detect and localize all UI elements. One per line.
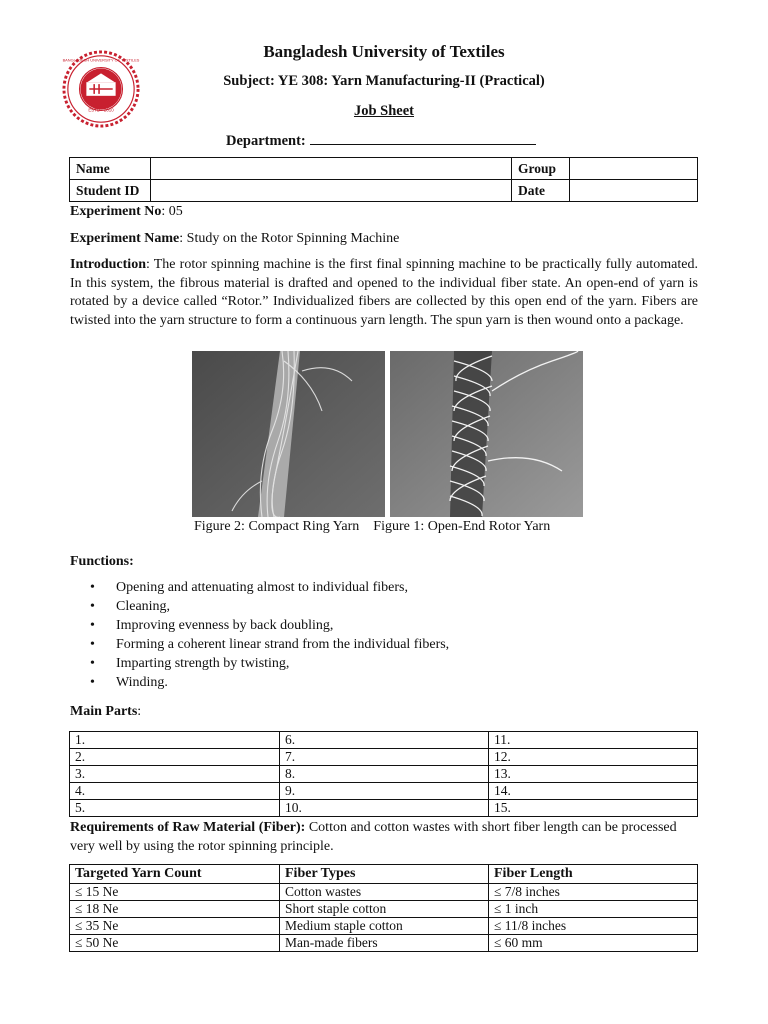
introduction-text: : The rotor spinning machine is the first final spinning machine to be practically fully automated. In this system, the fibrous material is drafted and opened to the individual fiber state. An open-end of yarn is rotated by a device called “Rotor.” Individualized fibers are collected by this open end of the yarn. Fibers are twisted into the yarn structure to form a continuous yarn length. The spun yarn is then wound onto a package.	[70, 257, 698, 328]
list-item: • Forming a coherent linear strand from the individual fibers,	[90, 635, 449, 654]
table-cell: ≤ 60 mm	[489, 935, 698, 952]
department-label: Department:	[226, 133, 306, 149]
table-cell: ≤ 1 inch	[489, 901, 698, 918]
table-cell[interactable]: 5.	[70, 800, 280, 817]
table-cell: Short staple cotton	[280, 901, 489, 918]
table-row	[70, 884, 698, 901]
group-label: Group	[512, 158, 570, 180]
table-cell: Cotton wastes	[280, 884, 489, 901]
table-row	[70, 800, 698, 817]
table-cell[interactable]: 9.	[280, 783, 489, 800]
university-title: Bangladesh University of Textiles	[263, 42, 505, 61]
main-parts-colon: :	[137, 704, 142, 719]
student-id-field[interactable]	[151, 180, 512, 202]
student-info-table	[69, 157, 698, 202]
experiment-name-value: : Study on the Rotor Spinning Machine	[179, 231, 400, 246]
table-row	[70, 766, 698, 783]
experiment-name	[70, 230, 698, 249]
table-cell: Medium staple cotton	[280, 918, 489, 935]
list-item: • Winding.	[90, 673, 449, 692]
department-line	[226, 130, 536, 150]
table-cell: ≤ 15 Ne	[70, 884, 280, 901]
experiment-name-label: Experiment Name	[70, 231, 180, 246]
date-field[interactable]	[570, 180, 698, 202]
figure-captions	[194, 519, 564, 535]
open-end-rotor-yarn-image	[390, 351, 583, 517]
table-cell[interactable]: 1.	[70, 732, 280, 749]
name-field[interactable]	[151, 158, 512, 180]
experiment-number	[70, 203, 698, 222]
table-cell[interactable]: 11.	[489, 732, 698, 749]
department-blank[interactable]	[310, 130, 536, 145]
requirements-label: Requirements of Raw Material (Fiber):	[70, 820, 306, 835]
table-row	[70, 901, 698, 918]
table-row	[70, 749, 698, 766]
table-cell[interactable]: 14.	[489, 783, 698, 800]
introduction-paragraph	[70, 256, 698, 330]
table-cell: Man-made fibers	[280, 935, 489, 952]
student-id-label: Student ID	[70, 180, 151, 202]
column-header: Fiber Length	[489, 865, 698, 884]
group-field[interactable]	[570, 158, 698, 180]
table-row	[70, 918, 698, 935]
table-cell[interactable]: 8.	[280, 766, 489, 783]
figure-2-caption: Figure 2: Compact Ring Yarn	[194, 519, 360, 534]
functions-heading: Functions:	[70, 554, 134, 569]
requirements-paragraph	[70, 819, 698, 856]
name-label: Name	[70, 158, 151, 180]
column-header: Targeted Yarn Count	[70, 865, 280, 884]
requirements-text: Cotton and cotton wastes with short fiber length can be processed very well by using the rotor spinning principle.	[70, 820, 677, 854]
date-label: Date	[512, 180, 570, 202]
table-cell: ≤ 7/8 inches	[489, 884, 698, 901]
logo-ring-text: BANGLADESH UNIVERSITY OF TEXTILES	[62, 57, 140, 63]
list-item: • Improving evenness by back doubling,	[90, 616, 449, 635]
main-parts-label: Main Parts	[70, 704, 138, 719]
introduction-label: Introduction	[70, 257, 146, 272]
table-header-row	[70, 865, 698, 884]
table-cell: ≤ 35 Ne	[70, 918, 280, 935]
figure-1-caption: Figure 1: Open-End Rotor Yarn	[373, 519, 551, 534]
table-cell[interactable]: 4.	[70, 783, 280, 800]
functions-list	[90, 578, 449, 692]
table-cell[interactable]: 3.	[70, 766, 280, 783]
main-parts-heading	[70, 703, 698, 722]
table-cell: ≤ 11/8 inches	[489, 918, 698, 935]
table-cell[interactable]: 13.	[489, 766, 698, 783]
job-sheet-heading: Job Sheet	[353, 103, 415, 119]
experiment-no-value: : 05	[161, 204, 183, 219]
subject-line: Subject: YE 308: Yarn Manufacturing-II (Practical)	[223, 73, 545, 89]
list-item: • Opening and attenuating almost to individual fibers,	[90, 578, 449, 597]
logo-year-text: ESTD - 2010	[88, 107, 114, 113]
table-cell[interactable]: 6.	[280, 732, 489, 749]
table-cell: ≤ 50 Ne	[70, 935, 280, 952]
yarn-figures	[192, 351, 583, 517]
main-parts-table	[69, 731, 698, 817]
raw-material-table	[69, 864, 698, 952]
compact-ring-yarn-image	[192, 351, 385, 517]
list-item: • Imparting strength by twisting,	[90, 654, 449, 673]
table-row	[70, 783, 698, 800]
table-cell: ≤ 18 Ne	[70, 901, 280, 918]
experiment-no-label: Experiment No	[70, 204, 162, 219]
table-cell[interactable]: 15.	[489, 800, 698, 817]
table-cell[interactable]: 10.	[280, 800, 489, 817]
list-item: • Cleaning,	[90, 597, 449, 616]
table-cell[interactable]: 12.	[489, 749, 698, 766]
table-cell[interactable]: 7.	[280, 749, 489, 766]
column-header: Fiber Types	[280, 865, 489, 884]
table-row	[70, 935, 698, 952]
table-row	[70, 732, 698, 749]
table-cell[interactable]: 2.	[70, 749, 280, 766]
